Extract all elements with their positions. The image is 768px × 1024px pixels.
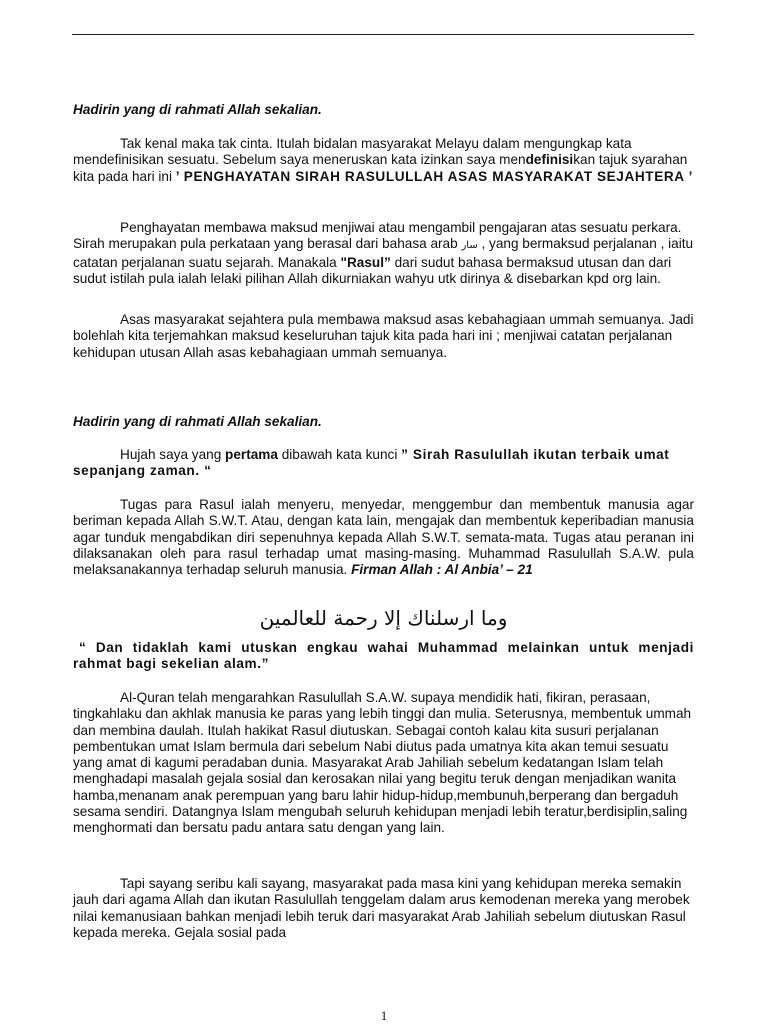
tugas-text: Tugas para Rasul ialah menyeru, menyedar, menggembur dan membentuk manusia agar beriman kepada Allah S.W.T. Atau, dengan kata lain, mengajak dan membentuk keperibadian manusia agar tunduk mengabdikan diri sepenuhnya kepada Allah S.W.T. semata-mata. Tugas atau peranan ini dilaksanakan oleh para rasul terhadap umat masing-masing. Muhammad Rasulullah S.A.W. pula melaksanakannya terhadap seluruh manusia. — [73, 497, 694, 578]
arabic-verse: وما ارسلناك إلا رحمة للعالمين — [259, 606, 508, 630]
header-rule — [72, 34, 694, 35]
bold-pertama: pertama — [225, 447, 278, 462]
bold-key-phrase: ” Sirah Rasulullah ikutan terbaik umat sepanjang zaman. “ — [73, 447, 670, 479]
page-number: 1 — [380, 1008, 388, 1023]
paragraph-hujah-pertama — [73, 447, 694, 480]
penghayatan-text-1: Penghayatan membawa maksud menjiwai atau mengambil pengajaran atas sesuatu perkara. Sirah merupakan pula perkataan yang berasal dari bahasa arab — [73, 220, 682, 252]
intro-bold-definisi: definisi — [525, 152, 574, 168]
paragraph-penghayatan — [73, 220, 694, 287]
speech-title: ’ PENGHAYATAN SIRAH RASULULLAH ASAS MASYARAKAT SEJAHTERA ’ — [175, 168, 693, 184]
paragraph-tapi-sayang: Tapi sayang seribu kali sayang, masyarakat pada masa kini yang kehidupan mereka semakin jauh dari agama Allah dan ikutan Rasulullah tenggelam dalam arus kemodenan mereka yang merobek nilai kemanusiaan bahkan menjadi lebih teruk dari masyarakat Arab Jahiliah sebelum diutuskan Rasul kepada mereka. Gejala sosial pada — [73, 876, 690, 940]
greeting-heading-2: Hadirin yang di rahmati Allah sekalian. — [73, 414, 322, 429]
greeting-heading-1: Hadirin yang di rahmati Allah sekalian. — [73, 102, 322, 117]
verse-translation: “ Dan tidaklah kami utuskan engkau wahai Muhammad melainkan untuk menjadi rahmat bagi sekelian alam.” — [73, 640, 694, 672]
intro-text-2: kan tajuk syarahan kita pada hari ini — [73, 152, 688, 184]
penghayatan-text-2: , yang bermaksud perjalanan , iaitu catatan perjalanan suatu sejarah. Manakala — [73, 236, 694, 270]
bold-rasul: "Rasul” — [340, 254, 391, 270]
hujah-text-2: dibawah kata kunci — [277, 447, 402, 462]
firman-reference: Firman Allah : Al Anbia’ – 21 — [351, 562, 533, 578]
paragraph-tugas-rasul — [73, 497, 694, 578]
paragraph-asas: Asas masyarakat sejahtera pula membawa maksud asas kebahagiaan ummah semuanya. Jadi bolehlah kita terjemahkan maksud keseluruhan tajuk kita pada hari ini ; menjiwai catatan perjalanan kehidupan utusan Allah asas kebahagiaan ummah semuanya. — [73, 312, 694, 360]
hujah-text-1: Hujah saya yang — [120, 447, 226, 462]
paragraph-al-quran: Al-Quran telah mengarahkan Rasulullah S.A.W. supaya mendidik hati, fikiran, perasaan, tingkahlaku dan akhlak manusia ke paras yang lebih tinggi dan mulia. Seterusnya, membentuk ummah dan membina daulah. Itulah hakikat Rasul diutuskan. Sebagai contoh kalau kita susuri perjalanan pembentukan umat Islam bermula dari sebelum Nabi diutus pada umatnya kita akan temui sesuatu yang amat di kagumi peradaban dunia. Masyarakat Arab Jahiliah sebelum kedatangan Islam telah menghadapi masalah gejala sosial dan kerosakan nilai yang begitu teruk dengan menjadikan wanita hamba,menanam anak perempuan yang baru lahir hidup-hidup,membunuh,berperang dan bergaduh sesama sendiri. Datangnya Islam mengubah seluruh kehidupan menjadi lebih teratur,berdisiplin,saling menghormati dan bersatu padu antara satu dengan yang lain. — [73, 690, 692, 836]
penghayatan-text-3: dari sudut bahasa bermaksud utusan dan dari sudut istilah pula ialah lelaki pilihan Allah dikurniakan wahyu utk dirinya & disebarkan kpd org lain. — [73, 254, 672, 286]
paragraph-intro — [73, 136, 694, 185]
intro-text-1: Tak kenal maka tak cinta. Itulah bidalan masyarakat Melayu dalam mengungkap kata mendefinisikan sesuatu. Sebelum saya meneruskan kata izinkan saya men — [73, 136, 632, 168]
arabic-word-sar: سار — [461, 240, 478, 252]
